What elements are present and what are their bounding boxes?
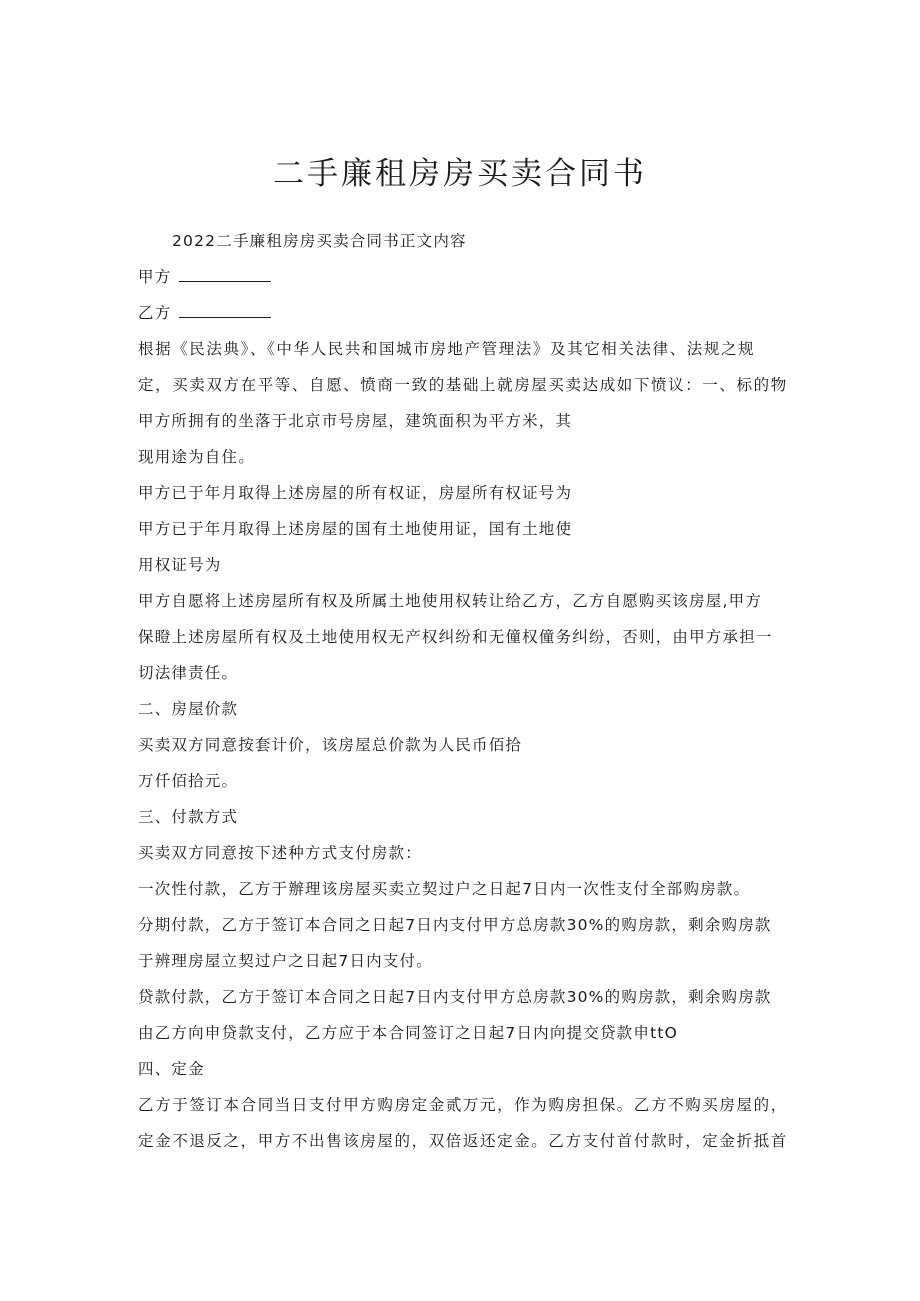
body-line: 甲方已于年月取得上述房屋的所有权证，房屋所有权证号为	[138, 484, 573, 502]
body-line: 买卖双方同意按下述种方式支付房款：	[138, 844, 422, 862]
party-a-label: 甲方	[138, 268, 172, 286]
body-line: 现用途为自住。	[138, 448, 255, 466]
body-line: 定金不退反之，甲方不出售该房屋的，双倍返还定金。乙方支付首付款时，定金折抵首	[138, 1132, 788, 1150]
body-line: 由乙方向申贷款支付，乙方应于本合同签订之日起7日内向提交贷款申ttO	[138, 1024, 679, 1042]
body-line: 切法律责任。	[138, 664, 239, 682]
body-line: 保瞪上述房屋所有权及土地使用权无产权纠纷和无僮权僮务纠纷，否则，由甲方承担一	[138, 628, 773, 646]
body-line: 甲方所拥有的坐落于北京市号房屋，建筑面积为平方米，其	[138, 412, 573, 430]
body-line: 根据《民法典》、《中华人民共和国城市房地产管理法》及其它相关法律、法规之规	[138, 340, 756, 358]
body-line: 万仟佰拾元。	[138, 772, 239, 790]
body-line: 于辨理房屋立契过户之日起7日内支付。	[138, 952, 433, 970]
body-line: 买卖双方同意按套计价，该房屋总价款为人民币佰拾	[138, 736, 523, 754]
body-line: 贷款付款，乙方于签订本合同之日起7日内支付甲方总房款30%的购房款，剩余购房款	[138, 988, 772, 1006]
party-b-line	[138, 303, 271, 323]
document-title: 二手廉租房房买卖合同书	[273, 156, 647, 192]
body-line: 分期付款，乙方于签订本合同之日起7日内支付甲方总房款30%的购房款，剩余购房款	[138, 916, 772, 934]
body-line: 甲方自愿将上述房屋所有权及所属土地使用权转让给乙方，乙方自愿购买该房屋,甲方	[138, 592, 763, 610]
party-a-blank	[179, 267, 271, 282]
body-line: 用权证号为	[138, 556, 222, 574]
section-heading-payment: 三、付款方式	[138, 808, 239, 826]
body-line: 乙方于签订本合同当日支付甲方购房定金贰万元，作为购房担保。乙方不购买房屋的，	[138, 1096, 788, 1114]
party-b-blank	[179, 303, 271, 318]
body-line: 一次性付款，乙方于辦理该房屋买卖立契过户之日起7日内一次性支付全部购房款。	[138, 880, 751, 898]
party-b-label: 乙方	[138, 304, 172, 322]
section-heading-price: 二、房屋价款	[138, 700, 239, 718]
section-heading-deposit: 四、定金	[138, 1060, 205, 1078]
document-subtitle: 2022二手廉租房房买卖合同书正文内容	[172, 232, 467, 250]
body-line: 定，买卖双方在平等、自愿、愤商一致的基础上就房屋买卖达成如下愤议：一、标的物	[138, 376, 788, 394]
body-line: 甲方已于年月取得上述房屋的国有土地使用证，国有土地使	[138, 520, 573, 538]
party-a-line	[138, 267, 271, 287]
